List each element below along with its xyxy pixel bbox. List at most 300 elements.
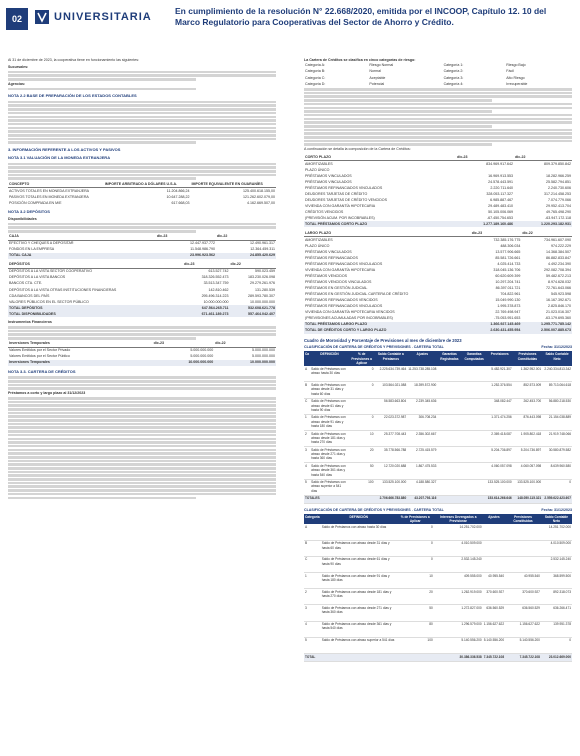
cat-cell: Alto Riesgo bbox=[506, 75, 525, 80]
big-cell: 0 bbox=[349, 366, 375, 382]
big-cell bbox=[437, 382, 461, 398]
small-header: Previsiones Constituidas bbox=[505, 514, 541, 525]
big-total-cell bbox=[437, 495, 461, 503]
big-cell: 25.377.708.443 bbox=[374, 431, 407, 447]
fx-header: CONCEPTO bbox=[8, 181, 104, 188]
largo-plazo-table bbox=[304, 230, 572, 334]
small-cell: 0 bbox=[541, 637, 572, 653]
largo-cell: PRÉSTAMOS REFINANCIADOS VINCULADOS bbox=[305, 262, 383, 267]
corto-cell: AMORTIZABLES bbox=[305, 161, 333, 166]
big-total-cell: 153.614.266.646 bbox=[487, 495, 513, 503]
largo-cell: 318.045.136.706 bbox=[493, 268, 521, 273]
small-cell: Saldo de Préstamos con atraso desde 361 días y hasta 540 días bbox=[321, 621, 397, 637]
big-header: Saldo Contable Neto bbox=[542, 351, 572, 366]
inv-cell: Valores Emitidos por el Sector Público bbox=[9, 354, 70, 359]
cat-cell: Categoría 3: bbox=[443, 75, 464, 80]
largo-cell: 13.577.906.665 bbox=[495, 249, 521, 254]
caja-cell: FONDOS EN LA EMPRESA bbox=[9, 247, 55, 252]
big-cell bbox=[437, 447, 461, 463]
big-cell: 2.369.418.087 bbox=[487, 431, 513, 447]
corto-header: dic-22 bbox=[514, 154, 572, 161]
inv-header: Inversiones Temporales bbox=[8, 341, 153, 348]
big-cell: 2 bbox=[304, 431, 310, 447]
dep-cell: 613.527.742 bbox=[208, 269, 229, 274]
largo-cell: 488.306.034 bbox=[500, 243, 521, 248]
corto-cell: 49.765.498.290 bbox=[546, 209, 571, 214]
big-cell: 133.525.100.000 bbox=[374, 479, 407, 495]
caja-cell: 12.447.937.772 bbox=[189, 241, 215, 246]
inv-cell: 5.000.000.000 bbox=[190, 354, 214, 359]
largo-cell: 1.366.927.145.469 bbox=[490, 322, 521, 327]
cartera-header-2 bbox=[304, 508, 572, 513]
small-cell: Saldo de Préstamos con atraso desde 31 días y hasta 60 días bbox=[321, 540, 397, 556]
largo-cell: 60.620.609.399 bbox=[495, 274, 521, 279]
small-header: Categoría bbox=[304, 514, 321, 525]
big-cell bbox=[437, 479, 461, 495]
big-cell: 0 bbox=[349, 382, 375, 398]
big-cell: 2.239.345.636 bbox=[407, 398, 437, 414]
small-total-cell: TOTAL bbox=[304, 653, 321, 661]
dep-cell: 10.000.000.000 bbox=[203, 299, 229, 304]
dep-cell: DEPÓSITOS A LA VISTA BANCOS bbox=[9, 275, 66, 280]
small-total-cell bbox=[397, 653, 434, 661]
small-cell: 100 bbox=[397, 637, 434, 653]
cartera-title-1: CLASIFICACIÓN DE CARTERA DE CRÉDITOS Y PREVISIONES . CARTERA TOTAL bbox=[304, 345, 444, 350]
largo-cell: 15.049.990.130 bbox=[495, 298, 521, 303]
largo-cell: 1.995.378.873 bbox=[497, 304, 521, 309]
small-cell: 10 bbox=[397, 572, 434, 588]
corto-cell: 29.952.413.704 bbox=[546, 203, 571, 208]
largo-cell: AMORTIZABLES bbox=[305, 237, 333, 242]
small-cell: 40.955.540 bbox=[505, 572, 541, 588]
small-cell: 80 bbox=[397, 621, 434, 637]
nota33-title: NOTA 3.3. CARTERA DE CRÉDITOS bbox=[8, 368, 76, 374]
dep-cell: VALORES PÚBLICOS EN EL SECTOR PÚBLICO bbox=[9, 299, 89, 304]
big-cell: 3 bbox=[304, 447, 310, 463]
big-cell: 4.188.580.327 bbox=[407, 479, 437, 495]
table-row bbox=[304, 447, 572, 463]
big-cell: 4.060.057.098 bbox=[487, 463, 513, 479]
cat-cell: Categoría 4: bbox=[443, 81, 464, 86]
dep-cell: CDA BANCOS DEL PAÍS bbox=[9, 293, 50, 298]
largo-cell: PRÉSTAMOS REFINANCIADOS VENCIDOS bbox=[305, 298, 378, 303]
corto-cell: PRÉSTAMOS VINCULADOS bbox=[305, 179, 352, 184]
largo-cell: TOTAL DE CRÉDITOS CORTO Y LARGO PLAZO bbox=[305, 328, 387, 333]
big-cell: 56.583.663.804 bbox=[374, 398, 407, 414]
table-row bbox=[304, 221, 572, 227]
table-row bbox=[304, 621, 572, 637]
dep-cell: 318.326.552.473 bbox=[201, 275, 229, 280]
largo-cell: 59.482.672.213 bbox=[546, 274, 571, 279]
big-cell: 5 bbox=[304, 479, 310, 495]
big-cell: Saldo de Préstamos con atraso desde 91 días y hasta 180 días bbox=[310, 414, 349, 430]
small-cell: 4 bbox=[304, 621, 321, 637]
inversiones-table bbox=[8, 341, 276, 366]
corto-cell: 16.969.913.553 bbox=[488, 173, 514, 178]
depositos-table bbox=[8, 262, 276, 317]
table-row bbox=[304, 81, 572, 87]
small-cell: 4.010.509.000 bbox=[434, 540, 483, 556]
small-cell bbox=[483, 524, 505, 540]
dep-cell: 557.464.042.407 bbox=[248, 311, 275, 316]
small-cell: 5.140.556.200 bbox=[483, 637, 505, 653]
dep-cell: 295.496.314.223 bbox=[201, 293, 229, 298]
largo-cell: 14.368.384.507 bbox=[546, 249, 571, 254]
big-header: Previsiones bbox=[487, 351, 513, 366]
largo-cell: 8.974.628.032 bbox=[548, 280, 571, 285]
largo-cell: PRÉSTAMOS EN GESTIÓN JUDICIAL bbox=[305, 286, 368, 291]
big-cell: 21.154.038.889 bbox=[542, 414, 572, 430]
fx-cell: 125.400.618.155,00 bbox=[243, 188, 275, 193]
table-row bbox=[304, 382, 572, 398]
fecha-2: Fecha: 31/12/2023 bbox=[541, 507, 572, 512]
corto-cell: 7.074.779.066 bbox=[548, 197, 571, 202]
corto-cell: VIVIENDA CON GARANTÍA HIPOTECARIA bbox=[305, 203, 376, 208]
largo-cell: 86.397.011.721 bbox=[495, 286, 521, 291]
big-cell bbox=[462, 414, 487, 430]
small-cell: 409.555.000 bbox=[434, 572, 483, 588]
big-cell: 21.919.748.066 bbox=[542, 431, 572, 447]
corto-cell: CRÉDITOS VENCIDOS bbox=[305, 209, 344, 214]
corto-cell: -63.947.172.118 bbox=[545, 215, 571, 220]
largo-header: dic-23 bbox=[471, 230, 522, 237]
largo-cell: 22.769.498.947 bbox=[495, 310, 521, 315]
page-title: En cumplimiento de la resolución N° 22.668/2020, emitida por el INCOOP, Capítulo 12. 10 del Marco Regulatorio para Cooperativas del Sector de Ahorro y Crédito. bbox=[175, 6, 547, 27]
corto-cell: DEUDORES TARJETAS DE CRÉDITO bbox=[305, 191, 368, 196]
big-cell: Saldo de Préstamos con atraso superior a 541 días bbox=[310, 479, 349, 495]
brand-name: UNIVERSITARIA bbox=[54, 11, 152, 23]
inv-header: dic-23 bbox=[153, 341, 215, 348]
cat-cell: Categoría 1: bbox=[443, 63, 464, 68]
small-cell: 40.955.540 bbox=[483, 572, 505, 588]
table-row bbox=[8, 200, 276, 206]
small-cell: Saldo de Préstamos con atraso desde 181 días y hasta 270 días bbox=[321, 589, 397, 605]
small-header: Ajustes bbox=[483, 514, 505, 525]
corto-cell: 29.489.483.410 bbox=[488, 203, 514, 208]
largo-cell: 974.222.229 bbox=[551, 243, 571, 248]
big-cell: 12.720.020.688 bbox=[374, 463, 407, 479]
big-cell: 1.252.376.554 bbox=[487, 382, 513, 398]
largo-cell: 4.492.234.390 bbox=[548, 262, 571, 267]
instrumentos-label: Instrumentos Financieros bbox=[8, 320, 52, 325]
cat-cell: Irrecuperable bbox=[506, 81, 528, 86]
big-cell: 2.225.634.739.464 bbox=[374, 366, 407, 382]
table-row bbox=[304, 414, 572, 430]
big-cell: 133.525.100.000 bbox=[487, 479, 513, 495]
corto-cell: 2.240.730.606 bbox=[548, 185, 571, 190]
largo-cell: 732.385.176.775 bbox=[493, 237, 521, 242]
big-cell: 50 bbox=[349, 463, 375, 479]
dep-cell: 590.023.459 bbox=[255, 269, 275, 274]
small-cell: 1.262.919.000 bbox=[434, 589, 483, 605]
small-cell: 20 bbox=[397, 589, 434, 605]
dep-cell: TOTAL DISPONIBILIDADES bbox=[9, 311, 56, 316]
big-cell: C bbox=[304, 398, 310, 414]
largo-cell: PRÉSTAMOS REFINANCIADOS bbox=[305, 256, 358, 260]
big-cell: A bbox=[304, 366, 310, 382]
small-cell: C bbox=[304, 556, 321, 572]
small-cell: 1.156.627.622 bbox=[505, 621, 541, 637]
largo-cell: VIVIENDA CON GARANTÍA HIPOTECARIA bbox=[305, 268, 376, 273]
big-cell: 22.023.372.987 bbox=[374, 414, 407, 430]
big-cell: Saldo de Préstamos con atraso desde 61 días y hasta 90 días bbox=[310, 398, 349, 414]
dep-cell: 131.280.539 bbox=[255, 287, 275, 292]
table-row bbox=[304, 463, 572, 479]
big-cell: 103.564.021.088 bbox=[374, 382, 407, 398]
table-row bbox=[304, 540, 572, 556]
largo-cell: (PREVISIONES ACUMULADAS POR INCOBRABLES) bbox=[305, 316, 393, 321]
big-header: % de Previsiones a Aplicar bbox=[349, 351, 375, 366]
table-row bbox=[8, 253, 276, 259]
table-row bbox=[304, 637, 572, 653]
big-cell bbox=[462, 479, 487, 495]
fx-cell: POSICIÓN COMPRADA EN M/E bbox=[9, 200, 62, 205]
small-cell: 636.560.529 bbox=[483, 605, 505, 621]
fx-cell: 10.647.288,22 bbox=[166, 194, 190, 199]
dep-cell: 10.000.000.000 bbox=[250, 299, 275, 304]
depositos-header: DEPÓSITOS bbox=[8, 262, 183, 269]
small-cell: 1.272.827.000 bbox=[434, 605, 483, 621]
table-row bbox=[304, 556, 572, 572]
corto-cell: 6.985.887.467 bbox=[490, 197, 514, 202]
big-cell bbox=[462, 447, 487, 463]
largo-cell: 1.295.771.785.142 bbox=[541, 322, 571, 327]
big-cell: 20 bbox=[349, 447, 375, 463]
largo-cell: 4.025.414.733 bbox=[497, 262, 521, 267]
sucursales-label: Sucursales: bbox=[8, 64, 29, 69]
small-cell: 370.600.927 bbox=[483, 589, 505, 605]
intro-text: Al 31 de diciembre de 2023, la cooperativa tiene en funcionamiento las siguientes: bbox=[8, 58, 140, 62]
disponibilidades-label: Disponibilidades bbox=[8, 216, 37, 221]
big-cell: 5.204.736.897 bbox=[513, 447, 543, 463]
caja-cell: 12.364.459.311 bbox=[250, 247, 275, 252]
largo-header: dic-22 bbox=[521, 230, 572, 237]
big-cell: 852.573.009 bbox=[513, 382, 543, 398]
caja-table bbox=[8, 234, 276, 259]
corto-cell: 328.053.117.327 bbox=[486, 191, 514, 196]
dep-cell: 289.593.780.307 bbox=[248, 293, 275, 298]
cat-cell: Categoría A: bbox=[305, 63, 325, 68]
small-cell: 5.140.556.200 bbox=[434, 637, 483, 653]
big-total-cell: 43.207.793.116 bbox=[407, 495, 437, 503]
small-cell bbox=[483, 556, 505, 572]
largo-cell: 734.961.607.090 bbox=[544, 237, 571, 242]
small-cell: A bbox=[304, 524, 321, 540]
largo-cell: 2.630.431.455.954 bbox=[490, 328, 521, 333]
fx-cell: 11.204.866,24 bbox=[166, 188, 190, 193]
big-cell: 11.253.738.285.108 bbox=[407, 366, 437, 382]
big-cell: 8.639.960.580 bbox=[542, 463, 572, 479]
left-column bbox=[8, 58, 276, 500]
big-header: Previsiones Constituidas bbox=[513, 351, 543, 366]
big-cell: 1.362.952.001 bbox=[513, 366, 543, 382]
big-cell bbox=[462, 431, 487, 447]
small-total-cell bbox=[321, 653, 397, 661]
corto-cell: 317.214.458.253 bbox=[544, 191, 571, 196]
big-total-cell bbox=[349, 495, 375, 503]
small-cell: 2.532.145.240 bbox=[541, 556, 572, 572]
small-header: DEFINICIÓN bbox=[321, 514, 397, 525]
dep-cell: 33.513.347.759 bbox=[203, 281, 229, 286]
small-cell: 5.140.556.200 bbox=[505, 637, 541, 653]
small-total-cell: 7.345.722.108 bbox=[483, 653, 505, 661]
small-cell: 4.010.509.000 bbox=[541, 540, 572, 556]
big-total-cell: TOTALES bbox=[304, 495, 349, 503]
big-cell: 0 bbox=[542, 479, 572, 495]
largo-cell: -63.179.695.360 bbox=[544, 316, 571, 321]
largo-cell: VIVIENDA CON GARANTÍA HIPOTECARIA VENCIDOS bbox=[305, 310, 395, 315]
clasif-title: La Cartera de Créditos se clasifica en cinco categorías de riesgo: bbox=[304, 58, 416, 62]
small-cell: 636.266.471 bbox=[541, 605, 572, 621]
big-cell: 18.399.572.900 bbox=[407, 382, 437, 398]
big-cell: Saldo de Préstamos con atraso desde 181 días y hasta 270 días bbox=[310, 431, 349, 447]
caja-cell: 23.996.923.562 bbox=[189, 253, 215, 258]
caja-cell: 12.490.961.317 bbox=[250, 241, 275, 246]
corto-cell: 1.277.189.160.486 bbox=[483, 221, 514, 226]
big-cell: 2.725.415.579 bbox=[407, 447, 437, 463]
small-cell: 5 bbox=[304, 637, 321, 653]
inv-cell: 5.000.000.000 bbox=[252, 354, 275, 359]
corto-cell: 809.379.850.842 bbox=[544, 161, 571, 166]
big-cell: 1.905.802.418 bbox=[513, 431, 543, 447]
corto-cell: PLAZO ÚNICO bbox=[305, 167, 330, 172]
table-row bbox=[304, 398, 572, 414]
big-cell bbox=[437, 366, 461, 382]
right-column bbox=[304, 58, 572, 662]
small-cell bbox=[505, 540, 541, 556]
small-cell bbox=[483, 540, 505, 556]
corto-cell: -67.450.754.653 bbox=[486, 215, 514, 220]
small-total-cell: 23.012.669.000 bbox=[541, 653, 572, 661]
cartera-header-1 bbox=[304, 345, 572, 350]
brand-logo-icon bbox=[34, 9, 50, 25]
agencias-label: Agencias: bbox=[8, 81, 26, 86]
small-cell: 1.296.579.000 bbox=[434, 621, 483, 637]
big-total-cell: 2.706.666.783.880 bbox=[374, 495, 407, 503]
small-cell: 14.251.702.000 bbox=[434, 524, 483, 540]
caja-header: dic-23 bbox=[156, 234, 216, 241]
largo-cell: TOTAL PRÉSTAMOS LARGO PLAZO bbox=[305, 322, 368, 327]
dep-cell: TOTAL DEPÓSITOS bbox=[9, 305, 43, 310]
corto-cell: 24.578.443.591 bbox=[488, 179, 514, 184]
largo-cell: PRÉSTAMOS EN GESTIÓN JUDICIAL CARTERA DE CRÉDITO bbox=[305, 292, 409, 297]
corto-cell: 50.105.006.069 bbox=[488, 209, 514, 214]
small-cell: 636.560.529 bbox=[505, 605, 541, 621]
big-cell: 876.443.098 bbox=[513, 414, 543, 430]
cartera-title-2: CLASIFICACIÓN DE CARTERA DE CRÉDITOS Y PREVISIONES . CARTERA TOTAL bbox=[304, 507, 444, 512]
table-row bbox=[304, 605, 572, 621]
big-cell: 35.778.566.788 bbox=[374, 447, 407, 463]
corto-cell: DEUDORES TARJETAS DE CRÉDITO VENCIDOS bbox=[305, 197, 388, 202]
big-cell: 306.708.234 bbox=[407, 414, 437, 430]
big-cell: 100 bbox=[349, 479, 375, 495]
inv-cell: Inversiones Temporales bbox=[9, 360, 50, 365]
small-cell: 1 bbox=[304, 572, 321, 588]
cat-cell: Categoría 2: bbox=[443, 69, 464, 74]
cartera-intro: A continuación se detalla la composición de la Cartera de Créditos: bbox=[304, 147, 411, 152]
largo-cell: 545.923.598 bbox=[551, 292, 571, 297]
corto-cell: 18.282.966.259 bbox=[546, 173, 571, 178]
big-cell: Saldo de Préstamos con atraso desde 361 días y hasta 540 días bbox=[310, 463, 349, 479]
big-header: DEFINICIÓN bbox=[310, 351, 349, 366]
corto-cell: TOTAL PRÉSTAMOS CORTO PLAZO bbox=[305, 221, 368, 226]
inv-cell: 5.000.000.000 bbox=[252, 348, 275, 353]
largo-cell: -75.053.951.653 bbox=[494, 316, 521, 321]
cuadro-title: Cuadro de Morosidad y Porcentaje de Previsiones al mes de diciembre de 2023 bbox=[304, 337, 462, 343]
big-cell: 1.371.474.256 bbox=[487, 414, 513, 430]
nota32-title: NOTA 3.2 DEPÓSITOS bbox=[8, 209, 50, 215]
big-cell: 262.453.700 bbox=[513, 398, 543, 414]
big-cell: 4 bbox=[304, 463, 310, 479]
nota2-title: NOTA 2.2 BASE DE PREPARACIÓN DE LOS ESTADOS CONTABLES bbox=[8, 93, 137, 99]
big-total-cell: 2.559.622.423.607 bbox=[542, 495, 572, 503]
caja-header: dic-22 bbox=[216, 234, 276, 241]
big-cell: 5.482.921.307 bbox=[487, 366, 513, 382]
small-cell: 1.156.627.622 bbox=[483, 621, 505, 637]
small-cell: Saldo de Préstamos con atraso desde 271 días y hasta 360 días bbox=[321, 605, 397, 621]
cat-cell: Riesgo Bajo bbox=[506, 63, 526, 68]
small-cell: Saldo de Préstamos con atraso desde 61 días y hasta 90 días bbox=[321, 556, 397, 572]
inv-cell: 10.000.000.000 bbox=[188, 360, 214, 365]
largo-cell: PRÉSTAMOS VENCIDOS bbox=[305, 274, 348, 279]
big-header: Saldo Contable a Préstamos bbox=[374, 351, 407, 366]
largo-cell: 10.297.204.741 bbox=[495, 280, 521, 285]
small-cell: 14.251.702.000 bbox=[541, 524, 572, 540]
small-cell: 50 bbox=[397, 605, 434, 621]
caja-cell: 11.548.986.790 bbox=[190, 247, 215, 252]
dep-cell: 532.608.621.778 bbox=[248, 305, 275, 310]
cat-cell: Fácil bbox=[506, 69, 514, 74]
big-header: Garantías Registradas bbox=[437, 351, 461, 366]
nota31-title: NOTA 3.1 VALUACIÓN DE LA MONEDA EXTRANJERA bbox=[8, 155, 111, 161]
big-cell bbox=[437, 431, 461, 447]
brand-logo bbox=[34, 9, 152, 25]
table-row bbox=[304, 589, 572, 605]
big-cell: 10 bbox=[349, 431, 375, 447]
inv-header: dic-22 bbox=[214, 341, 276, 348]
corto-cell: 1.220.293.182.931 bbox=[541, 221, 571, 226]
table-row bbox=[304, 572, 572, 588]
largo-cell: 16.167.392.671 bbox=[546, 298, 571, 303]
dep-cell: 142.810.462 bbox=[208, 287, 229, 292]
dep-cell: 183.230.026.098 bbox=[248, 275, 275, 280]
big-cell: 0 bbox=[349, 414, 375, 430]
depositos-header: dic-22 bbox=[230, 262, 276, 269]
dep-cell: 647.564.265.711 bbox=[201, 305, 229, 310]
big-cell bbox=[462, 366, 487, 382]
table-row bbox=[304, 431, 572, 447]
fx-header: IMPORTE EQUIVALENTE EN GUARANÍES bbox=[191, 181, 276, 188]
intereses-table bbox=[304, 514, 572, 662]
prestamos-title: Préstamos a corto y largo plazo al 31/12/2023 bbox=[8, 391, 86, 396]
categorias-table bbox=[304, 63, 572, 87]
small-cell: 368.599.500 bbox=[541, 572, 572, 588]
big-cell: Saldo de Préstamos con atraso hasta 30 días bbox=[310, 366, 349, 382]
largo-cell: 292.082.708.394 bbox=[544, 268, 571, 273]
big-cell: 133.525.100.000 bbox=[513, 479, 543, 495]
small-header: Saldo Contable Neto bbox=[541, 514, 572, 525]
big-cell bbox=[462, 382, 487, 398]
inv-cell: 5.000.000.000 bbox=[190, 348, 214, 353]
small-cell: 0 bbox=[397, 540, 434, 556]
largo-header: LARGO PLAZO bbox=[304, 230, 471, 237]
cat-cell: Aceptable bbox=[369, 75, 386, 80]
caja-cell: 24.855.420.629 bbox=[250, 253, 275, 258]
sucursales-block bbox=[8, 65, 276, 91]
big-cell: 30.580.879.582 bbox=[542, 447, 572, 463]
table-row bbox=[304, 479, 572, 495]
table-row bbox=[304, 366, 572, 382]
